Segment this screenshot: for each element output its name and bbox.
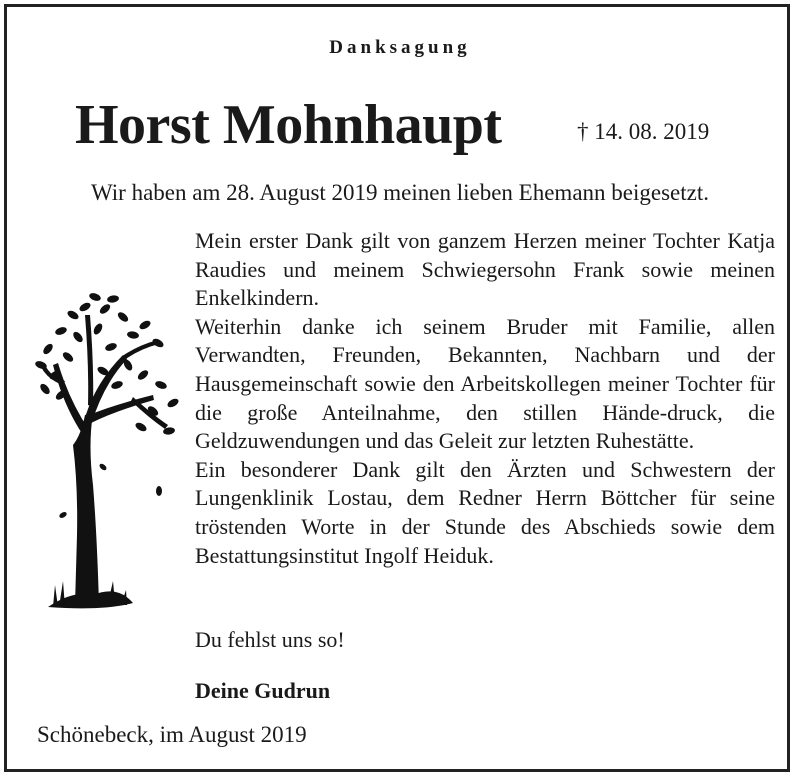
signature: Deine Gudrun bbox=[195, 678, 331, 703]
thanks-paragraph-3: Ein besonderer Dank gilt den Ärzten und Schwestern der Lungenklinik Lostau, dem Redner Herrn Böttcher für seine tröstenden Worte in der Stunde des Abschieds sowie dem Bestattungsinstitut Ingolf Heiduk. bbox=[195, 456, 775, 568]
thanks-paragraph-2: Weiterhin danke ich seinem Bruder mit Familie, allen Verwandten, Freunden, Bekannten, Nachbarn und der Hausgemeinschaft sowie den Arbeitskollegen meiner Tochter für die große Anteilnahme, den stillen Hände-druck, die Geldzuwendungen und das Geleit zur letzten Ruhestätte. bbox=[195, 313, 775, 454]
place-date: Schönebeck, im August 2019 bbox=[37, 722, 307, 747]
tree-icon bbox=[33, 285, 183, 615]
thanks-paragraph-1: Mein erster Dank gilt von ganzem Herzen meiner Tochter Katja Raudies und meinem Schwiegersohn Frank sowie meinen Enkelkindern. bbox=[195, 228, 775, 311]
death-date: † 14. 08. 2019 bbox=[577, 119, 710, 144]
intro-line: Wir haben am 28. August 2019 meinen lieben Ehemann beigesetzt. bbox=[91, 180, 709, 205]
notice-heading: Danksagung bbox=[329, 37, 471, 58]
deceased-name: Horst Mohnhaupt bbox=[75, 94, 502, 156]
notice-frame bbox=[4, 4, 790, 772]
closing-line: Du fehlst uns so! bbox=[195, 627, 345, 652]
thanks-text bbox=[195, 227, 775, 570]
